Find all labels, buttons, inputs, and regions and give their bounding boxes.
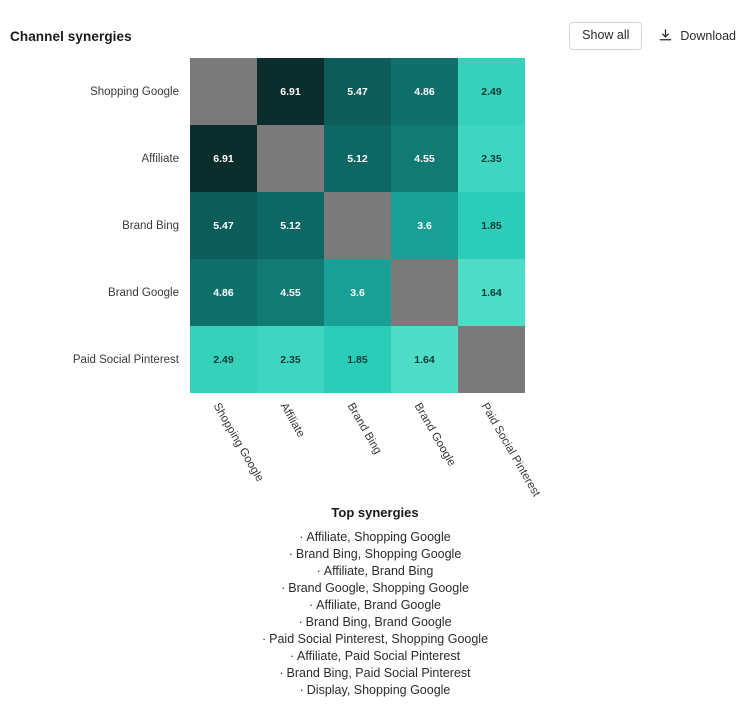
bullet-icon: · <box>289 649 295 663</box>
column-label-cell <box>190 393 265 513</box>
list-item-label: Affiliate, Paid Social Pinterest <box>297 649 461 663</box>
heatmap-cell[interactable]: 5.47 <box>324 58 391 125</box>
column-label-cell <box>257 393 324 513</box>
row-label: Shopping Google <box>90 85 179 98</box>
column-label: Affiliate <box>277 401 307 440</box>
list-item-label: Affiliate, Brand Bing <box>323 564 434 578</box>
list-item <box>0 580 750 597</box>
column-label: Brand Google <box>411 401 457 469</box>
top-synergies-section <box>0 505 750 699</box>
heatmap-cell[interactable]: 1.64 <box>391 326 458 393</box>
show-all-button[interactable]: Show all <box>569 22 642 50</box>
top-synergies-title: Top synergies <box>331 505 419 520</box>
download-button[interactable] <box>656 22 738 49</box>
heatmap-cell[interactable]: 2.49 <box>458 58 525 125</box>
list-item-label: Affiliate, Shopping Google <box>306 530 451 544</box>
list-item <box>0 665 750 682</box>
heatmap-cell[interactable]: 4.86 <box>190 259 257 326</box>
row-label: Brand Google <box>108 286 179 299</box>
list-item <box>0 597 750 614</box>
bullet-icon: · <box>288 547 293 561</box>
list-item-label: Brand Bing, Brand Google <box>305 615 452 629</box>
column-label: Brand Bing <box>344 401 383 457</box>
heatmap-column-labels <box>190 393 542 513</box>
row-label: Brand Bing <box>122 219 179 232</box>
bullet-icon: · <box>281 581 286 595</box>
list-item-label: Brand Bing, Paid Social Pinterest <box>286 666 471 680</box>
column-label-cell <box>324 393 391 513</box>
list-item <box>0 529 750 546</box>
bullet-icon: · <box>279 666 284 680</box>
bullet-icon: · <box>299 530 304 544</box>
column-label: Shopping Google <box>210 401 265 484</box>
list-item-label: Affiliate, Brand Google <box>316 598 442 612</box>
download-label: Download <box>680 28 736 43</box>
bullet-icon: · <box>298 615 303 629</box>
list-item <box>0 546 750 563</box>
heatmap-cell[interactable]: 1.85 <box>458 192 525 259</box>
list-item-label: Paid Social Pinterest, Shopping Google <box>269 632 489 646</box>
heatmap-cell[interactable] <box>391 259 458 326</box>
list-item <box>0 648 750 665</box>
bullet-icon: · <box>308 598 314 612</box>
bullet-icon: · <box>261 632 267 646</box>
list-item <box>0 563 750 580</box>
heatmap-row-labels <box>0 58 190 393</box>
column-label: Paid Social Pinterest <box>478 401 542 499</box>
column-label-cell <box>458 393 542 513</box>
heatmap-cell[interactable]: 6.91 <box>190 125 257 192</box>
heatmap-cell[interactable]: 2.49 <box>190 326 257 393</box>
heatmap-cell[interactable] <box>458 326 525 393</box>
heatmap-cell[interactable]: 2.35 <box>257 326 324 393</box>
heatmap-cell[interactable]: 6.91 <box>257 58 324 125</box>
heatmap-cell[interactable]: 4.55 <box>391 125 458 192</box>
bullet-icon: · <box>316 564 321 578</box>
heatmap-cell[interactable]: 5.12 <box>257 192 324 259</box>
heatmap-cell[interactable] <box>257 125 324 192</box>
heatmap-cell[interactable]: 2.35 <box>458 125 525 192</box>
column-label-cell <box>391 393 458 513</box>
heatmap-cell[interactable]: 3.6 <box>324 259 391 326</box>
page-title: Channel synergies <box>10 29 132 44</box>
heatmap-grid <box>190 58 525 393</box>
header-actions <box>569 22 738 50</box>
list-item-label: Brand Google, Shopping Google <box>288 581 469 595</box>
download-icon <box>658 28 673 43</box>
heatmap-cell[interactable]: 1.64 <box>458 259 525 326</box>
heatmap-cell[interactable]: 3.6 <box>391 192 458 259</box>
heatmap-cell[interactable] <box>190 58 257 125</box>
list-item <box>0 682 750 699</box>
row-label: Paid Social Pinterest <box>72 353 179 366</box>
heatmap-cell[interactable]: 5.12 <box>324 125 391 192</box>
list-item <box>0 631 750 648</box>
bullet-icon: · <box>299 683 304 697</box>
list-item-label: Display, Shopping Google <box>306 683 451 697</box>
list-item <box>0 614 750 631</box>
panel-header <box>0 0 750 58</box>
heatmap-cell[interactable]: 5.47 <box>190 192 257 259</box>
heatmap-cell[interactable]: 4.86 <box>391 58 458 125</box>
heatmap-cell[interactable] <box>324 192 391 259</box>
list-item-label: Brand Bing, Shopping Google <box>295 547 462 561</box>
heatmap-cell[interactable]: 4.55 <box>257 259 324 326</box>
heatmap-cell[interactable]: 1.85 <box>324 326 391 393</box>
row-label: Affiliate <box>141 152 179 165</box>
